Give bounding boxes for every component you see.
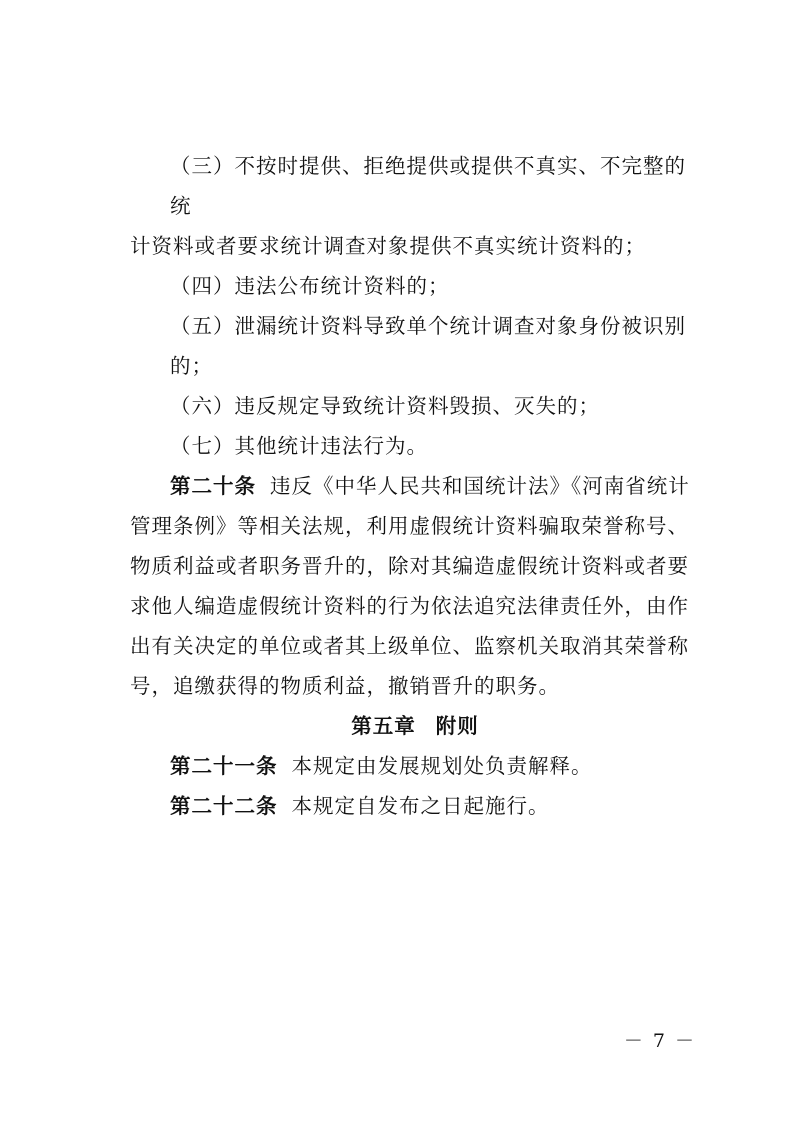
list-item-seven: （七）其他统计违法行为。	[170, 434, 428, 458]
document-body	[130, 146, 700, 826]
article-20	[170, 466, 700, 506]
list-item-three-continuation	[130, 226, 700, 266]
article-22-text: 本规定自发布之日起施行。	[291, 794, 550, 818]
article-22	[170, 786, 700, 826]
article-21-text: 本规定由发展规划处负责解释。	[291, 754, 593, 778]
article-21	[170, 746, 700, 786]
chapter-heading	[130, 706, 700, 746]
list-item-three-rest: 计资料或者要求统计调查对象提供不真实统计资料的；	[130, 234, 646, 258]
list-item-three-first-line: （三）不按时提供、拒绝提供或提供不真实、不完整的统	[170, 154, 686, 218]
chapter-title: 附则	[435, 714, 479, 738]
article-22-heading: 第二十二条	[170, 794, 278, 818]
list-item-four: （四）违法公布统计资料的；	[170, 274, 450, 298]
article-20-first-line: 违反《中华人民共和国统计法》《河南省统计	[270, 474, 690, 498]
article-20-continuation: 管理条例》等相关法规，利用虚假统计资料骗取荣誉称号、物质利益或者职务晋升的，除对其编造虚假统计资料或者要求他人编造虚假统计资料的行为依法追究法律责任外，由作出有关决定的单位或者其上级单位、监察机关取消其荣誉称号，追缴获得的物质利益，撤销晋升的职务。	[130, 514, 689, 698]
article-20-heading: 第二十条	[170, 474, 256, 498]
chapter-number: 第五章	[351, 714, 416, 738]
page-number: － 7 －	[623, 1030, 696, 1052]
list-item-six: （六）违反规定导致统计资料毁损、灭失的；	[170, 394, 600, 418]
list-item-three	[170, 146, 700, 226]
article-21-heading: 第二十一条	[170, 754, 278, 778]
list-item-five: （五）泄漏统计资料导致单个统计调查对象身份被识别的；	[170, 314, 686, 378]
